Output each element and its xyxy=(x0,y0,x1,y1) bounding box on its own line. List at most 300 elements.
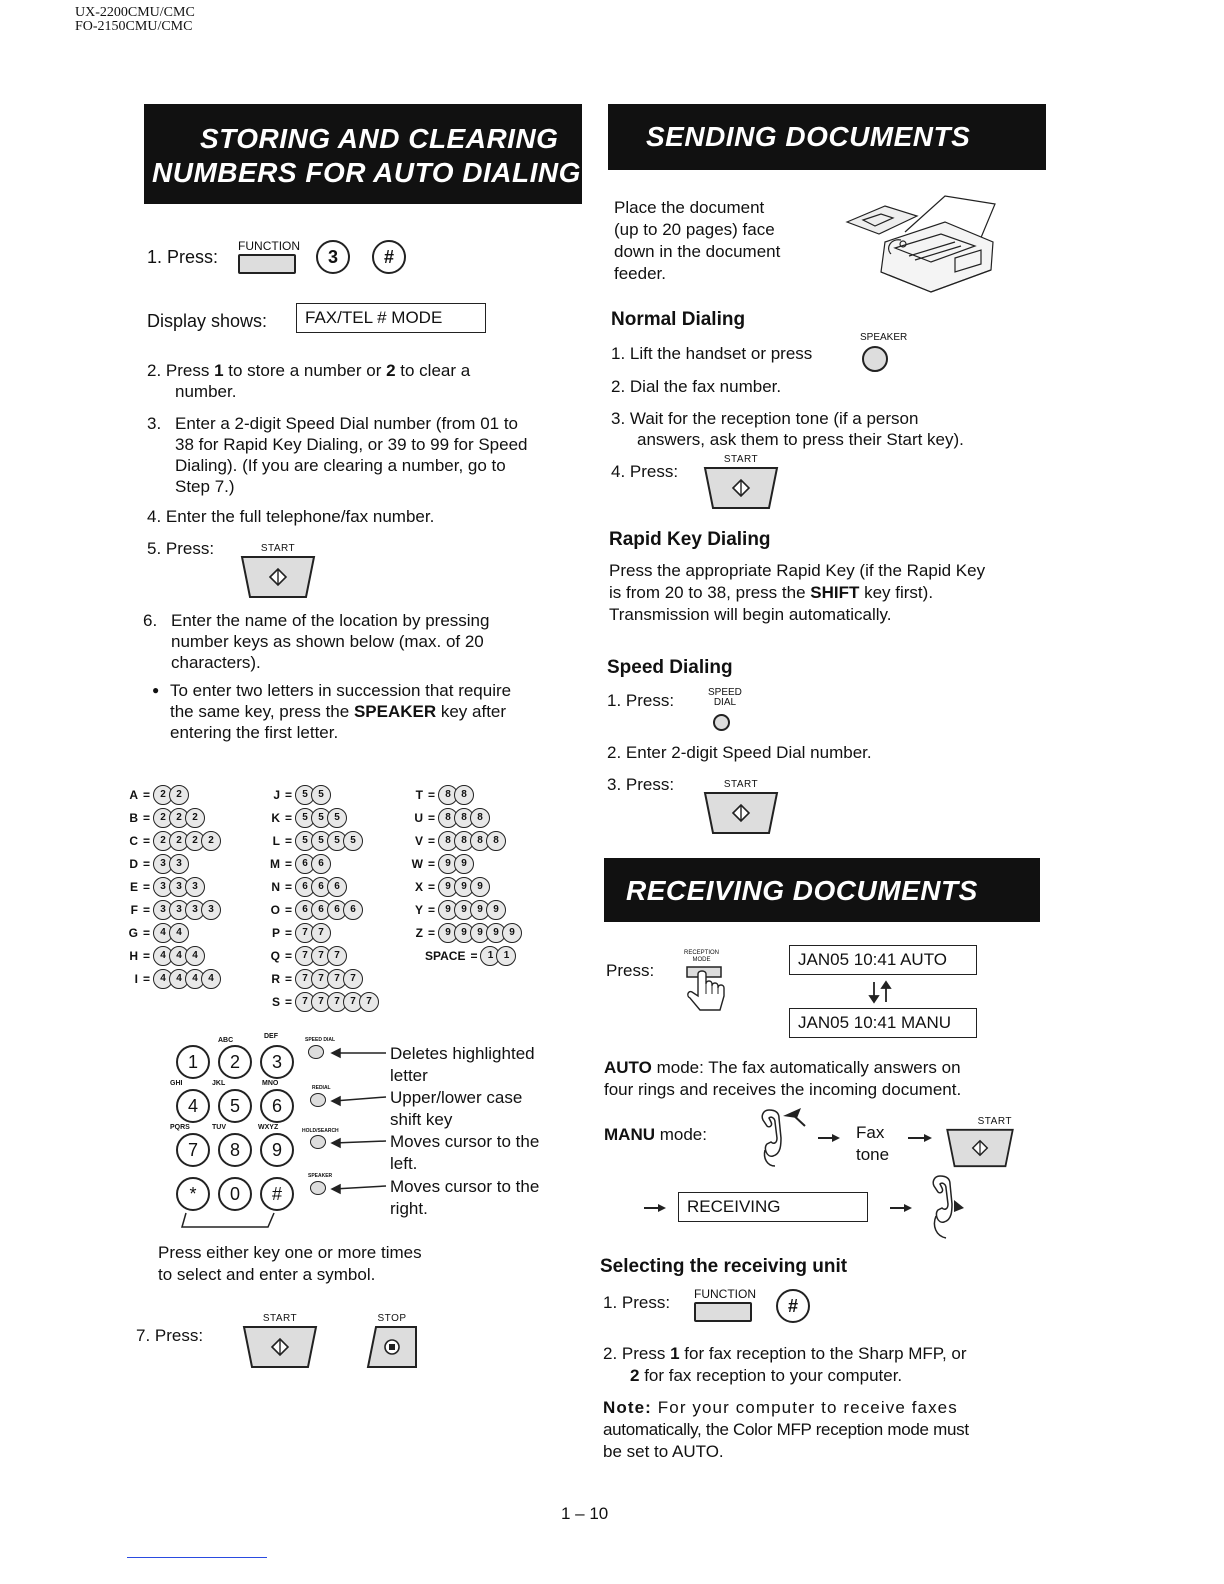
letter-map-row xyxy=(262,898,375,921)
digit-key-icon: 5 xyxy=(327,808,347,828)
letter-map-row xyxy=(262,921,375,944)
speed-dial-l1: SPEED xyxy=(708,687,742,698)
digit-key-icon: 4 xyxy=(169,946,189,966)
select-step-2-pre: 2. Press xyxy=(603,1344,671,1363)
banner-line-2: NUMBERS FOR AUTO DIALING xyxy=(152,157,581,188)
desc-cursor-left-l1: Moves cursor to the xyxy=(390,1132,540,1151)
start-key-step5 xyxy=(240,543,316,599)
digit-key-icon: 7 xyxy=(295,992,315,1012)
start-key-speed xyxy=(703,779,779,835)
model-line-1: UX-2200CMU/CMC xyxy=(75,5,195,20)
desc-cursor-left xyxy=(390,1131,539,1175)
letter-map-equals: = xyxy=(143,902,151,917)
letters-abc: ABC xyxy=(218,1037,234,1044)
letter-map-key: V xyxy=(414,833,423,848)
label-speed-dial: SPEED DIAL xyxy=(305,1037,336,1043)
start-key-normal xyxy=(703,454,779,510)
digit-key-icon: 7 xyxy=(359,992,379,1012)
step-4: 4. Enter the full telephone/fax number. xyxy=(147,507,435,526)
digit-key-icon: 4 xyxy=(169,923,189,943)
key-1-icon: 1 xyxy=(176,1045,210,1079)
key-3-icon: 3 xyxy=(316,240,350,274)
digit-key-icon: 9 xyxy=(470,900,490,920)
model-line-2: FO-2150CMU/CMC xyxy=(75,19,193,34)
key-7-icon: 7 xyxy=(176,1133,210,1167)
desc-cursor-right xyxy=(390,1176,539,1220)
letter-map-key: D xyxy=(129,856,138,871)
letter-map-equals: = xyxy=(143,787,151,802)
fax-machine-feeder-icon xyxy=(845,192,1000,300)
letters-pqrs: PQRS xyxy=(170,1124,190,1131)
letter-map-key: Q xyxy=(270,948,280,963)
step-3-num: 3. xyxy=(147,414,162,433)
speaker-label: SPEAKER xyxy=(860,332,908,343)
receiving-banner xyxy=(604,858,1040,922)
digit-key-icon: 3 xyxy=(153,877,173,897)
reception-mode-l1: RECEPTION xyxy=(684,950,720,956)
bullet-dot-icon: ● xyxy=(152,683,160,697)
handset-hang-up-icon xyxy=(920,1172,966,1242)
digit-key-icon: 7 xyxy=(311,946,331,966)
letter-map-equals: = xyxy=(428,902,436,917)
start-label: START xyxy=(260,543,296,554)
fax-tone-l2: tone xyxy=(856,1145,890,1164)
digit-key-icon: 9 xyxy=(454,854,474,874)
normal-step-4: 4. Press: xyxy=(611,462,679,481)
step-2-line-2: number. xyxy=(175,382,237,401)
function-key-select xyxy=(694,1288,756,1322)
step-5: 5. Press: xyxy=(147,539,215,558)
digit-key-icon: 9 xyxy=(438,854,458,874)
step-3-line-1: Enter a 2-digit Speed Dial number (from 01 to xyxy=(175,414,519,433)
digit-key-icon: 2 xyxy=(169,785,189,805)
letter-map-equals: = xyxy=(285,879,293,894)
letter-map-row xyxy=(120,898,217,921)
letter-map-key: B xyxy=(129,810,138,825)
digit-key-icon: 2 xyxy=(185,808,205,828)
manu-mode: mode: xyxy=(655,1125,707,1144)
manu-bold: MANU xyxy=(604,1125,655,1144)
letter-map-equals: = xyxy=(285,971,293,986)
letter-map-key: C xyxy=(129,833,138,848)
speed-step-1: 1. Press: xyxy=(607,691,675,710)
letter-map-key: Z xyxy=(415,925,423,940)
letter-map-row xyxy=(120,944,217,967)
step-6-line-3: characters). xyxy=(171,653,261,672)
letter-map-row xyxy=(262,852,375,875)
start-label-7: START xyxy=(262,1313,298,1324)
letter-map-row xyxy=(120,967,217,990)
speed-step-2: 2. Enter 2-digit Speed Dial number. xyxy=(607,743,872,762)
letter-map-key: Y xyxy=(414,902,423,917)
step-3-line-3: Dialing). (If you are clearing a number, go to xyxy=(175,456,506,475)
digit-key-icon: 6 xyxy=(295,900,315,920)
letter-map-key: E xyxy=(129,879,138,894)
digit-key-icon: 6 xyxy=(311,877,331,897)
selecting-receiving-unit-title: Selecting the receiving unit xyxy=(600,1256,848,1277)
digit-key-icon: 5 xyxy=(295,785,315,805)
select-step-2-post: for fax reception to the Sharp MFP, or xyxy=(679,1344,967,1363)
letter-map-equals: = xyxy=(285,810,293,825)
speed-dial-key-icon xyxy=(308,1045,324,1059)
speaker-key-icon xyxy=(310,1181,326,1195)
letter-map-key: R xyxy=(271,971,280,986)
auto-mode-text xyxy=(604,1057,961,1101)
digit-key-icon: 2 xyxy=(169,808,189,828)
arrow-right-icon xyxy=(816,1133,842,1143)
digit-key-icon: 7 xyxy=(327,946,347,966)
digit-key-icon: 5 xyxy=(343,831,363,851)
bullet-speaker-bold: SPEAKER xyxy=(353,702,437,721)
speed-dial-l2: DIAL xyxy=(713,697,737,708)
step-2-post: to clear a xyxy=(395,361,471,380)
key-6-icon: 6 xyxy=(260,1089,294,1123)
letter-map-equals: = xyxy=(285,994,293,1009)
letter-map-key: X xyxy=(414,879,423,894)
digit-key-icon: 9 xyxy=(438,900,458,920)
letter-map-equals: = xyxy=(143,879,151,894)
step-2-pre: 2. Press xyxy=(147,361,215,380)
step-1 xyxy=(147,240,406,274)
key-9-icon: 9 xyxy=(260,1133,294,1167)
letter-map-row xyxy=(405,898,518,921)
bullet-tip xyxy=(152,680,582,743)
digit-key-icon: 4 xyxy=(185,946,205,966)
speed-dial-key-icon-right xyxy=(713,714,730,731)
step-6 xyxy=(143,610,583,673)
reception-mode-label xyxy=(684,950,719,964)
letter-map-equals: = xyxy=(428,879,436,894)
fax-tone-text xyxy=(856,1122,889,1166)
digit-key-icon: 2 xyxy=(185,831,205,851)
letter-map-equals: = xyxy=(428,856,436,871)
letter-map-key: N xyxy=(271,879,280,894)
rapid-key-title: Rapid Key Dialing xyxy=(609,529,771,550)
digit-key-icon: 9 xyxy=(438,877,458,897)
label-speaker: SPEAKER xyxy=(308,1173,333,1179)
digit-key-icon: 2 xyxy=(153,785,173,805)
storing-clearing-banner xyxy=(144,104,582,204)
digit-key-icon: 3 xyxy=(185,877,205,897)
letters-mno: MNO xyxy=(262,1080,279,1087)
digit-key-icon: 3 xyxy=(153,900,173,920)
letter-map-key: G xyxy=(128,925,138,940)
digit-key-icon: 6 xyxy=(311,854,331,874)
digit-key-icon: 5 xyxy=(311,808,331,828)
letter-map-key: A xyxy=(129,787,138,802)
key-3-pad-icon: 3 xyxy=(260,1045,294,1079)
digit-key-icon: 7 xyxy=(327,992,347,1012)
label-hold-search: HOLD/SEARCH xyxy=(302,1128,339,1134)
letter-map-equals: = xyxy=(285,902,293,917)
digit-key-icon: 9 xyxy=(454,900,474,920)
note-bold: Note: xyxy=(603,1398,652,1417)
hold-search-key-icon xyxy=(310,1135,326,1149)
start-key-step7 xyxy=(242,1313,318,1369)
digit-key-icon: 5 xyxy=(295,831,315,851)
digit-key-icon: 8 xyxy=(454,808,474,828)
normal-step-3 xyxy=(611,408,964,450)
normal-step-3-l2: answers, ask them to press their Start key). xyxy=(637,430,964,449)
letter-map-equals: = xyxy=(428,833,436,848)
digit-key-icon: 1 xyxy=(480,946,500,966)
footer-rule xyxy=(127,1557,267,1558)
letter-map-col-2 xyxy=(262,783,375,1013)
rapid-l1: Press the appropriate Rapid Key (if the Rapid Key xyxy=(609,561,986,580)
start-key-manu xyxy=(942,1116,1018,1168)
arrow-right-icon-3 xyxy=(642,1203,668,1213)
select-step-2 xyxy=(603,1343,967,1387)
digit-key-icon: 4 xyxy=(153,923,173,943)
desc-cursor-left-l2: left. xyxy=(390,1154,418,1173)
sending-banner xyxy=(608,104,1046,170)
letter-map-row xyxy=(405,806,518,829)
step-6-line-1: Enter the name of the location by pressing xyxy=(171,611,490,630)
digit-key-icon: 7 xyxy=(311,969,331,989)
digit-key-icon: 9 xyxy=(470,923,490,943)
letters-tuv: TUV xyxy=(212,1124,226,1131)
letter-map-key: O xyxy=(270,902,280,917)
digit-key-icon: 7 xyxy=(295,946,315,966)
letter-map-row xyxy=(120,875,217,898)
digit-key-icon: 8 xyxy=(454,785,474,805)
step-2-mid: to store a number or xyxy=(223,361,387,380)
key-2-icon: 2 xyxy=(218,1045,252,1079)
key-8-icon: 8 xyxy=(218,1133,252,1167)
letter-map-key: P xyxy=(271,925,280,940)
letter-map-key: SPACE xyxy=(425,948,466,963)
auto-l2: four rings and receives the incoming document. xyxy=(604,1080,962,1099)
key-0-icon: 0 xyxy=(218,1177,252,1211)
display-manu: JAN05 10:41 MANU xyxy=(789,1008,977,1038)
symbol-note-l2: to select and enter a symbol. xyxy=(158,1265,376,1284)
display-fax-tel-mode: FAX/TEL # MODE xyxy=(296,303,486,333)
letter-map-row xyxy=(405,921,518,944)
symbol-note xyxy=(158,1242,422,1286)
letter-map-row xyxy=(405,875,518,898)
auto-bold: AUTO xyxy=(604,1058,652,1077)
speed-step-3: 3. Press: xyxy=(607,775,675,794)
step-2-key-2: 2 xyxy=(386,361,396,380)
digit-key-icon: 9 xyxy=(454,877,474,897)
letter-map-row xyxy=(405,829,518,852)
step-6-line-2: number keys as shown below (max. of 20 xyxy=(171,632,484,651)
desc-shift-l2: shift key xyxy=(390,1110,453,1129)
desc-shift xyxy=(390,1087,522,1131)
function-key-select-bar xyxy=(694,1302,752,1322)
start-label-normal: START xyxy=(723,454,759,465)
normal-dialing-title: Normal Dialing xyxy=(611,309,746,330)
place-l2: (up to 20 pages) face xyxy=(614,220,775,239)
letter-map-row xyxy=(405,783,518,806)
normal-step-1: 1. Lift the handset or press xyxy=(611,344,813,363)
rapid-shift-bold: SHIFT xyxy=(810,583,860,602)
letter-map-equals: = xyxy=(285,833,293,848)
digit-key-icon: 7 xyxy=(311,923,331,943)
display-auto: JAN05 10:41 AUTO xyxy=(789,945,977,975)
letter-map-row xyxy=(262,806,375,829)
digit-key-icon: 3 xyxy=(169,900,189,920)
speed-dialing-title: Speed Dialing xyxy=(607,657,733,678)
letter-map-equals: = xyxy=(143,833,151,848)
digit-key-icon: 9 xyxy=(502,923,522,943)
digit-key-icon: 9 xyxy=(470,877,490,897)
step-3-line-2: 38 for Rapid Key Dialing, or 39 to 99 for Speed xyxy=(175,435,528,454)
stop-label: STOP xyxy=(377,1313,407,1324)
digit-key-icon: 4 xyxy=(201,969,221,989)
desc-delete xyxy=(390,1043,535,1087)
select-step-1: 1. Press: xyxy=(603,1293,671,1312)
speaker-key-icon-right xyxy=(862,346,888,372)
letter-map-row xyxy=(262,875,375,898)
place-l4: feeder. xyxy=(614,264,666,283)
letter-map-equals: = xyxy=(428,787,436,802)
place-l3: down in the document xyxy=(614,242,781,261)
letter-map-equals: = xyxy=(428,810,436,825)
letter-map-key: W xyxy=(411,856,423,871)
note-l1: For your computer to receive faxes xyxy=(651,1398,958,1417)
step-1-label: 1. Press: xyxy=(147,247,219,267)
digit-key-icon: 5 xyxy=(311,831,331,851)
digit-key-icon: 2 xyxy=(153,808,173,828)
letters-wxyz: WXYZ xyxy=(258,1124,279,1131)
symbol-note-l1: Press either key one or more times xyxy=(158,1243,422,1262)
letter-map-equals: = xyxy=(143,856,151,871)
letter-map-row xyxy=(120,921,217,944)
digit-key-icon: 6 xyxy=(327,877,347,897)
digit-key-icon: 7 xyxy=(327,969,347,989)
digit-key-icon: 8 xyxy=(470,831,490,851)
letter-map-key: J xyxy=(273,787,280,802)
step-2 xyxy=(147,360,567,402)
letter-map-key: L xyxy=(272,833,280,848)
step-7: 7. Press: xyxy=(136,1326,204,1345)
fax-tone-l1: Fax xyxy=(856,1123,885,1142)
reception-mode-press-icon xyxy=(686,966,732,1018)
letter-map-key: M xyxy=(270,856,280,871)
digit-key-icon: 9 xyxy=(454,923,474,943)
page-number: 1 – 10 xyxy=(561,1504,609,1523)
letter-map-key: F xyxy=(130,902,138,917)
bullet-line-1: To enter two letters in succession that require xyxy=(170,681,512,700)
digit-key-icon: 3 xyxy=(169,877,189,897)
step-3-line-4: Step 7.) xyxy=(175,477,235,496)
letter-map-row xyxy=(405,944,518,967)
key-4-icon: 4 xyxy=(176,1089,210,1123)
letter-map-col-1 xyxy=(120,783,217,990)
letter-map-row xyxy=(262,829,375,852)
letter-map-key: S xyxy=(271,994,280,1009)
bullet-line-2-post: key after xyxy=(436,702,507,721)
desc-delete-l1: Deletes highlighted xyxy=(390,1044,535,1063)
digit-key-icon: 4 xyxy=(185,969,205,989)
letter-map-equals: = xyxy=(285,925,293,940)
keypad-diagram xyxy=(170,1035,590,1235)
digit-key-icon: 8 xyxy=(438,785,458,805)
key-star-icon: * xyxy=(176,1177,210,1211)
letter-map-equals: = xyxy=(143,971,151,986)
digit-key-icon: 8 xyxy=(470,808,490,828)
digit-key-icon: 3 xyxy=(169,854,189,874)
arrow-right-icon-2 xyxy=(906,1133,934,1143)
digit-key-icon: 7 xyxy=(295,923,315,943)
bullet-line-2-pre: the same key, press the xyxy=(170,702,354,721)
letter-map-row xyxy=(120,829,217,852)
digit-key-icon: 4 xyxy=(169,969,189,989)
letter-map-row xyxy=(120,806,217,829)
letter-map-row xyxy=(120,852,217,875)
function-key-label: FUNCTION xyxy=(238,239,301,253)
letters-def: DEF xyxy=(264,1033,278,1040)
letter-map-row xyxy=(262,944,375,967)
digit-key-icon: 8 xyxy=(486,831,506,851)
letter-map-row xyxy=(262,967,375,990)
digit-key-icon: 9 xyxy=(486,923,506,943)
digit-key-icon: 5 xyxy=(327,831,347,851)
pointer-arrows-icon xyxy=(328,1045,392,1205)
key-hash-select-icon: # xyxy=(776,1289,810,1323)
normal-step-2: 2. Dial the fax number. xyxy=(611,377,782,396)
letter-map-equals: = xyxy=(428,925,436,940)
note-text xyxy=(603,1397,1023,1463)
digit-key-icon: 8 xyxy=(454,831,474,851)
key-hash-icon: # xyxy=(372,240,406,274)
auto-l1: mode: The fax automatically answers on xyxy=(651,1058,961,1077)
digit-key-icon: 3 xyxy=(153,854,173,874)
letter-map-row xyxy=(405,852,518,875)
receiving-press: Press: xyxy=(606,961,655,980)
digit-key-icon: 7 xyxy=(311,992,331,1012)
letter-map-key: H xyxy=(129,948,138,963)
desc-cursor-right-l1: Moves cursor to the xyxy=(390,1177,540,1196)
function-key-bar xyxy=(238,254,296,274)
redial-key-icon xyxy=(310,1093,326,1107)
digit-key-icon: 6 xyxy=(343,900,363,920)
digit-key-icon: 3 xyxy=(185,900,205,920)
rapid-l2-post: key first). xyxy=(859,583,934,602)
model-numbers xyxy=(75,6,195,34)
bullet-line-3: entering the first letter. xyxy=(170,723,339,742)
place-document xyxy=(614,197,780,285)
place-l1: Place the document xyxy=(614,198,765,217)
label-redial: REDIAL xyxy=(312,1085,331,1091)
key-hash-pad-icon: # xyxy=(260,1177,294,1211)
letter-map-row xyxy=(120,783,217,806)
desc-shift-l1: Upper/lower case xyxy=(390,1088,523,1107)
digit-key-icon: 3 xyxy=(201,900,221,920)
letter-map-equals: = xyxy=(143,810,151,825)
letter-map-key: U xyxy=(414,810,423,825)
digit-key-icon: 2 xyxy=(153,831,173,851)
letter-map-key: I xyxy=(134,971,138,986)
letter-map-row xyxy=(262,783,375,806)
arrow-right-icon-4 xyxy=(888,1203,914,1213)
digit-key-icon: 2 xyxy=(169,831,189,851)
digit-key-icon: 9 xyxy=(486,900,506,920)
banner-line-1: STORING AND CLEARING xyxy=(200,123,559,154)
start-label-manu: START xyxy=(977,1116,1012,1127)
digit-key-icon: 7 xyxy=(343,992,363,1012)
digit-key-icon: 9 xyxy=(438,923,458,943)
manu-mode-text xyxy=(604,1124,707,1145)
digit-key-icon: 6 xyxy=(311,900,331,920)
digit-key-icon: 6 xyxy=(295,854,315,874)
digit-key-icon: 6 xyxy=(327,900,347,920)
symbol-bracket-icon xyxy=(178,1211,278,1231)
sending-banner-text: SENDING DOCUMENTS xyxy=(646,121,971,152)
digit-key-icon: 7 xyxy=(295,969,315,989)
letters-jkl: JKL xyxy=(212,1080,226,1087)
